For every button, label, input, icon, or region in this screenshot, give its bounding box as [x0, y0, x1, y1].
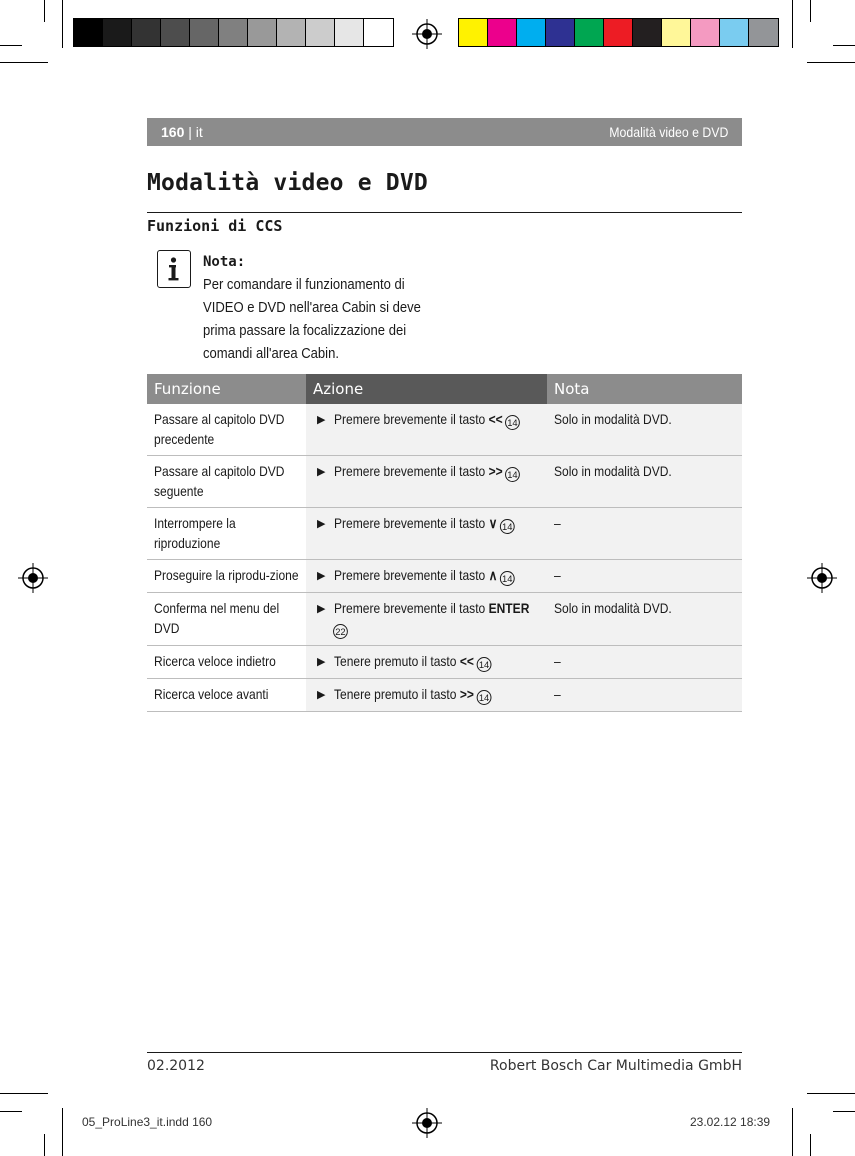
nota-text: – [554, 567, 561, 583]
triangle-bullet-icon: ▶ [317, 656, 326, 668]
circled-number: 22 [333, 624, 348, 639]
color-swatch [517, 19, 546, 46]
crop-mark [792, 1108, 793, 1156]
crop-mark [62, 1108, 63, 1156]
info-icon [157, 250, 191, 288]
cell-funzione [147, 593, 306, 645]
function-table [147, 374, 742, 712]
color-swatch [633, 19, 662, 46]
process-color-bar [458, 18, 779, 47]
cell-nota [547, 456, 742, 507]
circled-number: 14 [476, 690, 491, 705]
key-label: >> [488, 463, 503, 479]
running-section-title: Modalità video e DVD [608, 124, 728, 140]
crop-mark [62, 0, 63, 48]
color-swatch [190, 19, 219, 46]
color-swatch [103, 19, 132, 46]
cell-nota [547, 404, 742, 455]
triangle-bullet-icon: ▶ [317, 414, 326, 426]
funzione-text: Interrompere la riproduzione [154, 515, 236, 551]
table-row [147, 679, 742, 712]
crop-mark [810, 1134, 811, 1156]
header-azione: Azione [306, 374, 547, 404]
cell-azione [306, 456, 547, 507]
key-label: << [459, 653, 474, 669]
nota-text: – [554, 653, 561, 669]
table-row [147, 508, 742, 560]
slug-timestamp: 23.02.12 18:39 [690, 1115, 771, 1129]
cell-funzione [147, 679, 306, 711]
triangle-bullet-icon: ▶ [317, 466, 326, 478]
gray-color-bar [73, 18, 394, 47]
key-label: ∨ [488, 515, 498, 531]
azione-text: Tenere premuto il tasto [334, 686, 460, 702]
triangle-bullet-icon: ▶ [317, 570, 326, 582]
language-label: | it [184, 124, 203, 140]
page-number: 160 | it [161, 124, 203, 140]
color-swatch [132, 19, 161, 46]
color-swatch [575, 19, 604, 46]
color-swatch [74, 19, 103, 46]
nota-text: – [554, 686, 561, 702]
triangle-bullet-icon: ▶ [317, 689, 326, 701]
key-label: << [488, 411, 503, 427]
crop-mark [44, 0, 45, 22]
running-header [147, 118, 742, 146]
cell-funzione [147, 456, 306, 507]
azione-content [334, 461, 541, 501]
funzione-text: Passare al capitolo DVD precedente [154, 411, 285, 447]
table-row [147, 456, 742, 508]
nota-text: – [554, 515, 561, 531]
funzione-text: Proseguire la riprodu-zione [154, 567, 299, 583]
cell-funzione [147, 508, 306, 559]
table-row [147, 560, 742, 593]
cell-funzione [147, 560, 306, 592]
circled-number: 14 [505, 467, 520, 482]
table-row [147, 593, 742, 646]
table-row [147, 404, 742, 456]
crop-mark [44, 1134, 45, 1156]
circled-number: 14 [505, 415, 520, 430]
table-row [147, 646, 742, 679]
cell-azione [306, 508, 547, 559]
azione-text: Premere brevemente il tasto [334, 463, 489, 479]
footer-rule [147, 1052, 742, 1053]
crop-mark [833, 45, 855, 46]
azione-text: Premere brevemente il tasto [334, 600, 489, 616]
crop-mark [807, 62, 855, 63]
color-swatch [604, 19, 633, 46]
cell-azione [306, 679, 547, 711]
cell-azione [306, 593, 547, 645]
azione-text: Premere brevemente il tasto [334, 411, 489, 427]
color-swatch [546, 19, 575, 46]
nota-text: Solo in modalità DVD. [554, 463, 672, 479]
key-label: ∧ [488, 567, 498, 583]
color-swatch [306, 19, 335, 46]
cell-nota [547, 593, 742, 645]
color-swatch [364, 19, 393, 46]
azione-content [334, 598, 541, 639]
page-title: Modalità video e DVD [147, 170, 428, 196]
color-swatch [161, 19, 190, 46]
crop-mark [0, 45, 22, 46]
crop-mark [0, 1093, 48, 1094]
azione-content [334, 684, 541, 705]
circled-number: 14 [500, 571, 515, 586]
funzione-text: Ricerca veloce indietro [154, 653, 276, 669]
footer-date: 02.2012 [147, 1058, 205, 1074]
crop-mark [0, 1111, 22, 1112]
cell-funzione [147, 646, 306, 678]
azione-text: Premere brevemente il tasto [334, 567, 489, 583]
azione-text: Tenere premuto il tasto [334, 653, 460, 669]
azione-content [334, 513, 541, 553]
color-swatch [662, 19, 691, 46]
table-body [147, 404, 742, 712]
cell-funzione [147, 404, 306, 455]
nota-text: Solo in modalità DVD. [554, 600, 672, 616]
color-swatch [248, 19, 277, 46]
azione-text: Premere brevemente il tasto [334, 515, 489, 531]
azione-content [334, 409, 541, 449]
registration-mark-icon [412, 1108, 442, 1138]
crop-mark [833, 1111, 855, 1112]
cell-azione [306, 404, 547, 455]
crop-mark [792, 0, 793, 48]
color-swatch [488, 19, 517, 46]
funzione-text: Ricerca veloce avanti [154, 686, 269, 702]
cell-nota [547, 646, 742, 678]
key-label: >> [459, 686, 474, 702]
circled-number: 14 [476, 657, 491, 672]
registration-mark-icon [18, 563, 48, 593]
color-swatch [219, 19, 248, 46]
table-header [147, 374, 742, 404]
color-swatch [335, 19, 364, 46]
cell-azione [306, 560, 547, 592]
cell-nota [547, 560, 742, 592]
crop-mark [810, 0, 811, 22]
note-body: Per comandare il funzionamento di VIDEO e DVD nell'area Cabin si deve prima passare la focalizzazione dei comandi all'area Cabin. [203, 277, 421, 362]
crop-mark [0, 62, 48, 63]
cell-nota [547, 679, 742, 711]
nota-text: Solo in modalità DVD. [554, 411, 672, 427]
cell-nota [547, 508, 742, 559]
cell-azione [306, 646, 547, 678]
color-swatch [277, 19, 306, 46]
info-note [203, 251, 433, 366]
key-label: ENTER [488, 600, 530, 616]
footer-company: Robert Bosch Car Multimedia GmbH [489, 1058, 742, 1074]
azione-content [334, 565, 541, 586]
funzione-text: Passare al capitolo DVD seguente [154, 463, 285, 499]
color-swatch [459, 19, 488, 46]
color-swatch [691, 19, 720, 46]
funzione-text: Conferma nel menu del DVD [154, 600, 280, 636]
color-swatch [720, 19, 749, 46]
slug-filename: 05_ProLine3_it.indd 160 [82, 1115, 213, 1129]
circled-number: 14 [500, 519, 515, 534]
color-swatch [749, 19, 778, 46]
header-funzione: Funzione [147, 374, 306, 404]
registration-mark-icon [807, 563, 837, 593]
triangle-bullet-icon: ▶ [317, 518, 326, 530]
registration-mark-icon [412, 19, 442, 49]
section-subtitle: Funzioni di CCS [147, 217, 283, 235]
header-nota: Nota [547, 374, 742, 404]
crop-mark [807, 1093, 855, 1094]
title-rule [147, 212, 742, 213]
note-title: Nota: [203, 254, 246, 270]
azione-content [334, 651, 541, 672]
triangle-bullet-icon: ▶ [317, 603, 326, 615]
